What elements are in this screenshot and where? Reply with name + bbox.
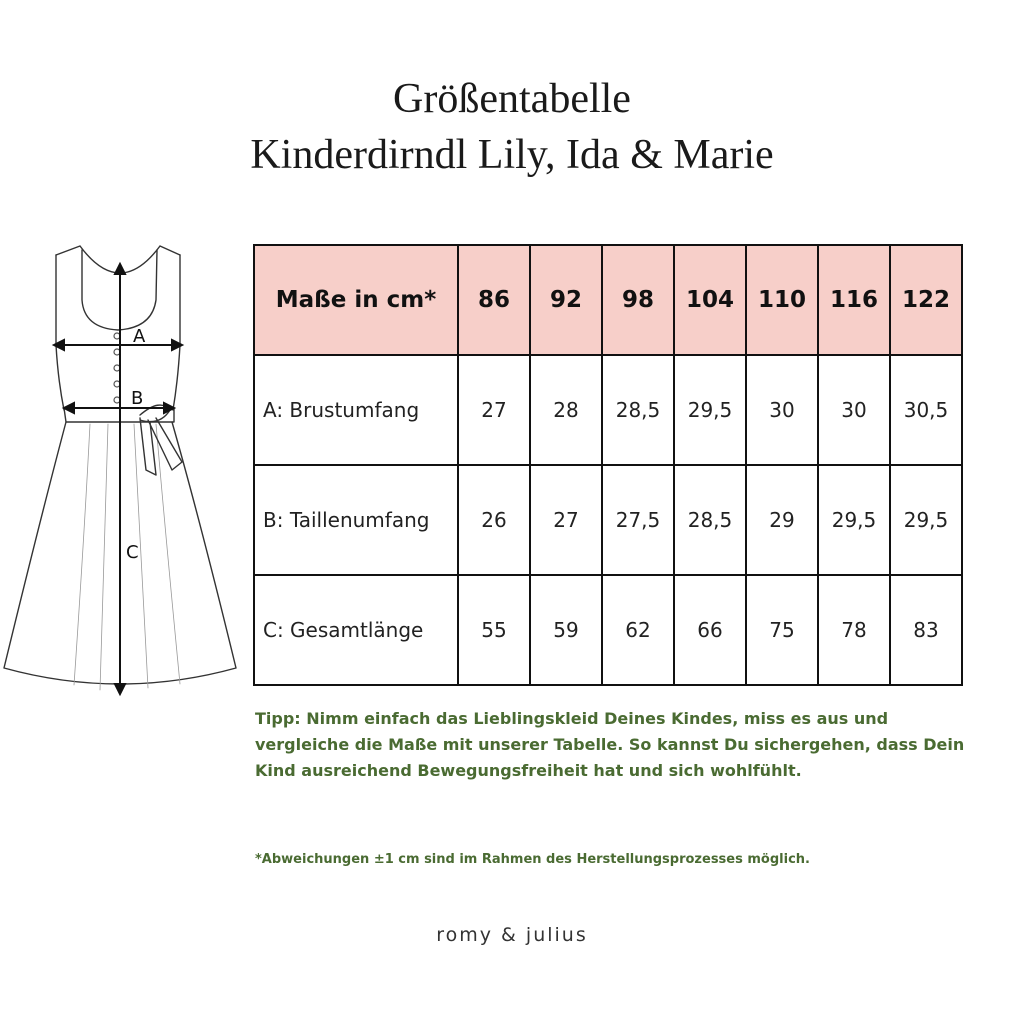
brand-name: romy & julius — [436, 924, 588, 946]
row-label: B: Taillenumfang — [254, 465, 458, 575]
cell-value: 27 — [530, 465, 602, 575]
cell-value: 30 — [818, 355, 890, 465]
cell-value: 27,5 — [602, 465, 674, 575]
header-size: 110 — [746, 245, 818, 355]
dress-diagram — [0, 240, 245, 700]
cell-value: 66 — [674, 575, 746, 685]
cell-value: 62 — [602, 575, 674, 685]
cell-value: 29 — [746, 465, 818, 575]
cell-value: 30,5 — [890, 355, 962, 465]
table-row — [254, 465, 962, 575]
cell-value: 29,5 — [674, 355, 746, 465]
cell-value: 75 — [746, 575, 818, 685]
cell-value: 55 — [458, 575, 530, 685]
header-size: 104 — [674, 245, 746, 355]
cell-value: 83 — [890, 575, 962, 685]
header-size: 98 — [602, 245, 674, 355]
label-a: A — [133, 326, 146, 347]
header-size: 86 — [458, 245, 530, 355]
label-b: B — [131, 388, 144, 409]
row-label: C: Gesamtlänge — [254, 575, 458, 685]
row-label: A: Brustumfang — [254, 355, 458, 465]
cell-value: 28,5 — [602, 355, 674, 465]
cell-value: 28 — [530, 355, 602, 465]
cell-value: 29,5 — [890, 465, 962, 575]
tip-text: Tipp: Nimm einfach das Lieblingskleid Deines Kindes, miss es aus und vergleiche die Maße mit unserer Tabelle. So kannst Du sichergehen, dass Dein Kind ausreichend Bewegungsfreiheit hat und sich wohlfühlt. — [255, 709, 965, 780]
footnote: *Abweichungen ±1 cm sind im Rahmen des Herstellungsprozesses möglich. — [255, 852, 810, 867]
table-row — [254, 575, 962, 685]
page-title: Größentabelle — [393, 76, 631, 122]
header-label: Maße in cm* — [254, 245, 458, 355]
cell-value: 78 — [818, 575, 890, 685]
cell-value: 27 — [458, 355, 530, 465]
cell-value: 59 — [530, 575, 602, 685]
page-subtitle: Kinderdirndl Lily, Ida & Marie — [250, 132, 774, 178]
cell-value: 28,5 — [674, 465, 746, 575]
header-size: 122 — [890, 245, 962, 355]
table-row — [254, 355, 962, 465]
header-size: 92 — [530, 245, 602, 355]
size-table — [253, 244, 963, 686]
label-c: C — [126, 542, 139, 563]
dress-bow — [140, 405, 182, 475]
cell-value: 26 — [458, 465, 530, 575]
header-size: 116 — [818, 245, 890, 355]
cell-value: 29,5 — [818, 465, 890, 575]
table-header-row — [254, 245, 962, 355]
cell-value: 30 — [746, 355, 818, 465]
